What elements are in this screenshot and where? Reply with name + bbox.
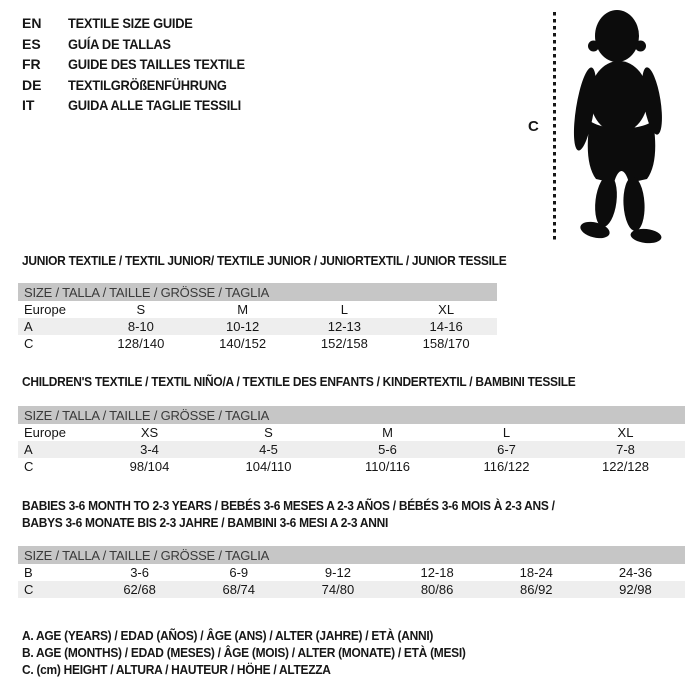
language-title: GUIDE DES TAILLES TEXTILE: [68, 56, 245, 73]
table-cell: 104/110: [245, 459, 292, 474]
language-code: FR: [22, 56, 41, 73]
table-cell: 12-13: [327, 319, 361, 334]
table-cell: 92/98: [619, 582, 652, 597]
language-title: TEXTILGRÖßENFÜHRUNG: [68, 76, 227, 93]
table-cell: L: [502, 425, 511, 440]
table-cell: S: [136, 302, 146, 317]
table-cell: 128/140: [117, 336, 165, 351]
table-cell: XL: [617, 425, 634, 440]
table-row: [18, 424, 685, 441]
table-cell: 158/170: [422, 336, 470, 351]
table-row: [18, 335, 497, 352]
table-cell: 10-12: [226, 319, 260, 334]
height-measure-label: C: [528, 118, 539, 135]
table-cell: 68/74: [222, 582, 256, 597]
table-cell: 24-36: [618, 565, 653, 580]
legend-item-b: B. AGE (MONTHS) / EDAD (MESES) / ÂGE (MOIS) / ALTER (MONATE) / ETÀ (MESI): [22, 645, 466, 660]
table-row: [18, 318, 497, 335]
table-size-header: SIZE / TALLA / TAILLE / GRÖSSE / TAGLIA: [18, 546, 685, 564]
babies-textile-title-line2: BABYS 3-6 MONATE BIS 2-3 JAHRE / BAMBINI 3-6 MESI A 2-3 ANNI: [22, 515, 389, 530]
table-cell: 110/116: [364, 459, 411, 474]
table-cell: M: [382, 425, 393, 440]
table-cell: 12-18: [420, 565, 454, 580]
table-cell: 140/152: [219, 336, 267, 351]
row-label: C: [24, 459, 34, 474]
table-cell: 5-6: [378, 442, 397, 457]
language-code: IT: [22, 97, 35, 114]
table-cell: 116/122: [483, 459, 530, 474]
table-row: [18, 301, 497, 318]
babies-textile-title-line1: BABIES 3-6 MONTH TO 2-3 YEARS / BEBÉS 3-6 MESES A 2-3 AÑOS / BÉBÉS 3-6 MOIS À 2-3 ANS /: [22, 498, 555, 513]
table-row: [18, 441, 685, 458]
table-cell: 80/86: [420, 582, 454, 597]
language-title: GUÍA DE TALLAS: [68, 35, 171, 52]
table-cell: XL: [438, 302, 455, 317]
height-measure-dotted-line: [553, 12, 556, 243]
table-cell: 62/68: [123, 582, 156, 597]
legend-item-c: C. (cm) HEIGHT / ALTURA / HAUTEUR / HÖHE / ALTEZZA: [22, 662, 331, 677]
childrens-textile-table: [18, 406, 685, 475]
language-title: GUIDA ALLE TAGLIE TESSILI: [68, 97, 241, 114]
language-code: ES: [22, 35, 41, 52]
language-item: [22, 13, 260, 34]
row-label: A: [24, 442, 33, 457]
row-label: A: [24, 319, 33, 334]
table-body: [18, 424, 685, 475]
legend-item-a: A. AGE (YEARS) / EDAD (AÑOS) / ÂGE (ANS) / ALTER (JAHRE) / ETÀ (ANNI): [22, 628, 434, 643]
table-row: [18, 564, 685, 581]
table-cell: 4-5: [259, 442, 278, 457]
table-cell: 7-8: [616, 442, 635, 457]
table-body: [18, 301, 497, 352]
row-label: Europe: [24, 425, 66, 440]
junior-textile-table: [18, 283, 497, 352]
table-cell: M: [237, 302, 249, 317]
childrens-textile-title: CHILDREN'S TEXTILE / TEXTIL NIÑO/A / TEXTILE DES ENFANTS / KINDERTEXTIL / BAMBINI TESSILE: [22, 374, 576, 389]
language-item: [22, 75, 260, 96]
table-cell: S: [264, 425, 273, 440]
table-cell: 8-10: [127, 319, 154, 334]
table-cell: 14-16: [429, 319, 463, 334]
table-row: [18, 581, 685, 598]
language-item: [22, 54, 260, 75]
table-cell: 122/128: [602, 459, 649, 474]
table-cell: L: [340, 302, 348, 317]
table-cell: 74/80: [321, 582, 355, 597]
row-label: C: [24, 582, 34, 597]
table-cell: 152/158: [320, 336, 368, 351]
row-label: B: [24, 565, 33, 580]
table-size-header: SIZE / TALLA / TAILLE / GRÖSSE / TAGLIA: [18, 406, 685, 424]
measurement-legend: [22, 627, 504, 678]
table-body: [18, 564, 685, 598]
toddler-silhouette-icon: [564, 9, 696, 245]
language-code: EN: [22, 15, 42, 32]
language-title-list: [22, 13, 260, 116]
table-size-header: SIZE / TALLA / TAILLE / GRÖSSE / TAGLIA: [18, 283, 497, 301]
table-cell: 3-4: [140, 442, 159, 457]
row-label: C: [24, 336, 34, 351]
table-row: [18, 458, 685, 475]
table-cell: 6-9: [229, 565, 249, 580]
table-cell: 6-7: [497, 442, 516, 457]
table-cell: 98/104: [129, 459, 170, 474]
language-code: DE: [22, 76, 42, 93]
language-item: [22, 95, 260, 116]
babies-textile-table: [18, 546, 685, 598]
table-cell: 86/92: [520, 582, 553, 597]
table-cell: 18-24: [519, 565, 553, 580]
table-cell: XS: [140, 425, 159, 440]
language-title: TEXTILE SIZE GUIDE: [68, 15, 193, 32]
table-cell: 3-6: [130, 565, 149, 580]
row-label: Europe: [24, 302, 66, 317]
language-item: [22, 34, 260, 55]
table-cell: 9-12: [324, 565, 351, 580]
junior-textile-title: JUNIOR TEXTILE / TEXTIL JUNIOR/ TEXTILE JUNIOR / JUNIORTEXTIL / JUNIOR TESSILE: [22, 253, 507, 268]
